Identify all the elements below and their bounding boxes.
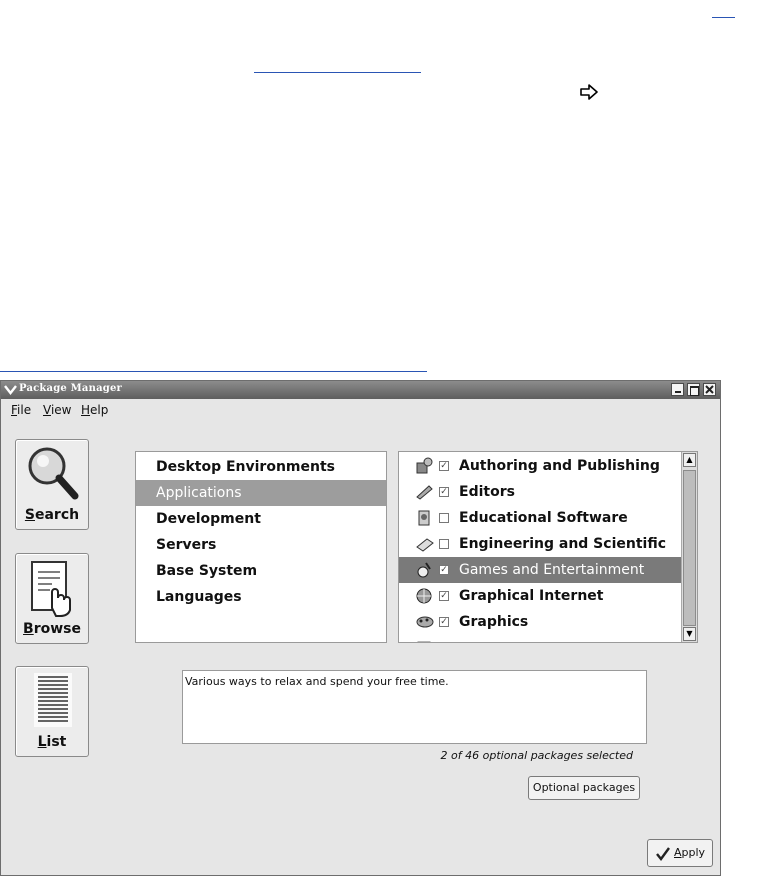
scroll-down-button[interactable]: ▼ xyxy=(683,627,696,641)
category-item-desktop-environments[interactable] xyxy=(136,454,386,480)
menu-file[interactable]: File xyxy=(11,403,32,417)
apply-button[interactable] xyxy=(647,839,713,867)
group-label: Graphics xyxy=(459,614,529,630)
group-checkbox[interactable]: ✓ xyxy=(440,487,448,497)
link-underline-top-right[interactable] xyxy=(712,17,735,18)
group-label: Authoring and Publishing xyxy=(459,458,660,474)
category-item-languages[interactable] xyxy=(136,584,386,610)
close-icon xyxy=(704,384,715,395)
selection-status: 2 of 46 optional packages selected xyxy=(440,749,633,762)
games-icon xyxy=(415,561,435,579)
title-bar xyxy=(1,381,720,399)
group-item-internet[interactable] xyxy=(399,583,697,609)
magnifier-icon xyxy=(23,444,83,504)
internet-icon xyxy=(415,587,435,605)
category-item-base-system[interactable] xyxy=(136,558,386,584)
minimize-button[interactable] xyxy=(671,383,684,396)
search-label: Search xyxy=(24,507,80,523)
educational-icon xyxy=(415,509,435,527)
category-label: Desktop Environments xyxy=(156,459,335,475)
category-label: Applications xyxy=(156,485,242,501)
scroll-up-button[interactable]: ▲ xyxy=(683,453,696,467)
apply-label: Apply xyxy=(674,846,706,859)
engineering-icon xyxy=(415,535,435,553)
group-checkbox[interactable]: ✓ xyxy=(440,591,448,601)
office-icon xyxy=(415,639,435,643)
maximize-button[interactable] xyxy=(687,383,700,396)
editors-icon xyxy=(415,483,435,501)
group-checkbox[interactable] xyxy=(439,513,449,523)
category-label: Base System xyxy=(156,563,258,579)
window-menu-icon[interactable] xyxy=(4,383,17,396)
list-tool-button[interactable] xyxy=(15,666,89,757)
scroll-thumb[interactable] xyxy=(683,470,696,626)
package-manager-window xyxy=(0,380,721,876)
menu-help[interactable]: Help xyxy=(81,403,109,417)
checkmark-icon xyxy=(656,847,670,861)
group-checkbox[interactable] xyxy=(439,539,449,549)
group-item-engineering[interactable] xyxy=(399,531,697,557)
authoring-icon xyxy=(415,457,435,475)
group-item-educational[interactable] xyxy=(399,505,697,531)
category-item-development[interactable] xyxy=(136,506,386,532)
link-underline-middle[interactable] xyxy=(254,72,421,73)
category-item-servers[interactable] xyxy=(136,532,386,558)
group-list xyxy=(398,451,698,643)
category-list xyxy=(135,451,387,643)
category-label: Servers xyxy=(156,537,217,553)
browse-tool-button[interactable] xyxy=(15,553,89,644)
group-label: Games and Entertainment xyxy=(459,562,645,578)
menu-bar xyxy=(1,400,720,420)
group-label: Editors xyxy=(459,484,515,500)
link-underline-lower[interactable] xyxy=(0,371,427,372)
group-item-partial xyxy=(399,635,697,643)
category-item-applications[interactable] xyxy=(136,480,386,506)
browse-label: Browse xyxy=(23,621,81,637)
optional-packages-label: Optional packages xyxy=(532,781,636,794)
graphics-icon xyxy=(415,613,435,631)
browse-document-icon xyxy=(28,558,78,618)
group-description: Various ways to relax and spend your free time. xyxy=(182,670,647,744)
list-label: List xyxy=(37,734,67,750)
close-button[interactable] xyxy=(703,383,716,396)
optional-packages-button[interactable] xyxy=(528,776,640,800)
group-label: Graphical Internet xyxy=(459,588,604,604)
group-item-games[interactable] xyxy=(399,557,697,583)
group-checkbox[interactable]: ✓ xyxy=(440,617,448,627)
group-item-graphics[interactable] xyxy=(399,609,697,635)
group-item-authoring[interactable] xyxy=(399,453,697,479)
menu-view[interactable]: View xyxy=(43,403,72,417)
group-list-scrollbar[interactable] xyxy=(681,452,697,642)
search-tool-button[interactable] xyxy=(15,439,89,530)
list-icon xyxy=(30,671,76,731)
category-label: Development xyxy=(156,511,261,527)
group-checkbox[interactable]: ✓ xyxy=(440,565,448,575)
group-item-editors[interactable] xyxy=(399,479,697,505)
group-label: Engineering and Scientific xyxy=(459,536,666,552)
group-label: Educational Software xyxy=(459,510,628,526)
category-label: Languages xyxy=(156,589,242,605)
right-arrow-icon xyxy=(579,84,599,100)
group-checkbox[interactable]: ✓ xyxy=(440,461,448,471)
window-title: Package Manager xyxy=(19,383,122,394)
